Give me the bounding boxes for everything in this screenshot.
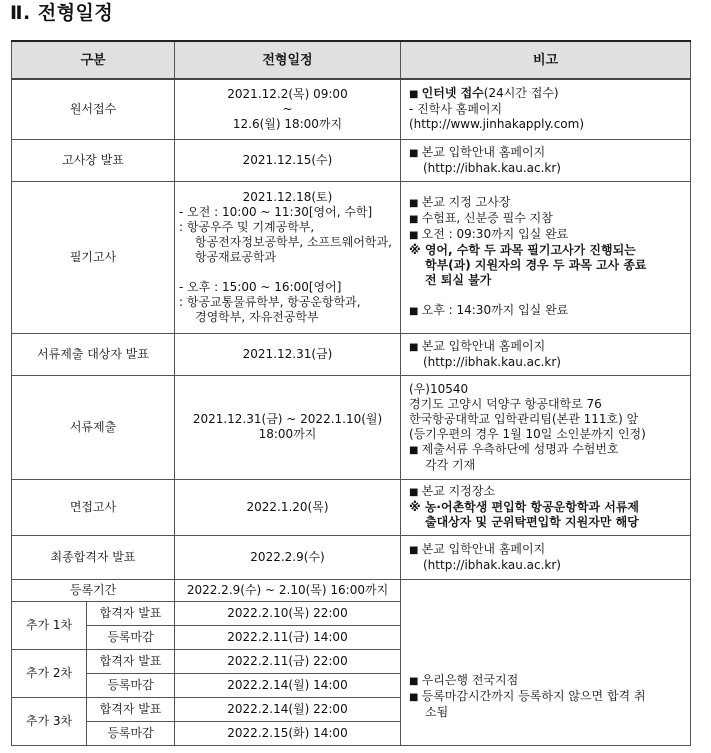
row-schedule: 2021.12.15(수): [175, 139, 401, 181]
row-schedule: 2022.1.20(목): [175, 479, 401, 535]
extra-round-label: 추가 3차: [12, 697, 87, 745]
row-label: 최종합격자 발표: [12, 535, 175, 579]
extra-pass-label: 합격자 발표: [87, 649, 175, 673]
row-remarks: ■ 본교 입학안내 홈페이지 (http://ibhak.kau.ac.kr): [401, 535, 691, 579]
extra-reg-label: 등록마감: [87, 721, 175, 745]
extra-reg-time: 2022.2.11(금) 14:00: [175, 625, 401, 649]
table-row: [12, 139, 691, 181]
table-row: [12, 181, 691, 333]
extra-pass-label: 합격자 발표: [87, 601, 175, 625]
row-schedule: 2021.12.31(금): [175, 333, 401, 375]
table-row: [12, 79, 691, 139]
table-row: [12, 535, 691, 579]
row-remarks: (우)10540 경기도 고양시 덕양구 항공대학로 76 한국항공대학교 입학관리팀(본관 111호) 앞 (등기우편의 경우 1월 10일 소인분까지 인정) ■ 제출서류 우측하단에 성명과 수험번호 각각 기재: [401, 375, 691, 479]
row-label: 고사장 발표: [12, 139, 175, 181]
row-remarks: ■ 본교 입학안내 홈페이지 (http://ibhak.kau.ac.kr): [401, 139, 691, 181]
extra-reg-time: 2022.2.14(월) 14:00: [175, 673, 401, 697]
row-label: 등록기간: [12, 579, 175, 601]
table-row: [12, 579, 691, 601]
row-label: 원서접수: [12, 79, 175, 139]
row-remarks: ■ 본교 지정장소 ※ 농·어촌학생 편입학 항공운항학과 서류제 출대상자 및 군위탁편입학 지원자만 해당: [401, 479, 691, 535]
row-schedule: 2021.12.31(금) ~ 2022.1.10(월) 18:00까지: [175, 375, 401, 479]
row-label: 서류제출: [12, 375, 175, 479]
table-row: [12, 375, 691, 479]
extra-round-label: 추가 2차: [12, 649, 87, 697]
row-schedule: 2022.2.9(수) ~ 2.10(목) 16:00까지: [175, 579, 401, 601]
table-row: [12, 333, 691, 375]
extra-pass-time: 2022.2.11(금) 22:00: [175, 649, 401, 673]
extra-reg-label: 등록마감: [87, 625, 175, 649]
row-remarks: ■ 본교 지정 고사장 ■ 수험표, 신분증 필수 지참 ■ 오전 : 09:30까지 입실 완료 ※ 영어, 수학 두 과목 필기고사가 진행되는 학부(과) 지원자의 경우 두 과목 고사 종료 전 퇴실 불가 ■ 오후 : 14:30까지 입실 완료: [401, 181, 691, 333]
url-text: (http://www.jinhakapply.com): [409, 117, 585, 132]
row-label: 면접고사: [12, 479, 175, 535]
schedule-table: [11, 40, 691, 746]
extra-pass-time: 2022.2.14(월) 22:00: [175, 697, 401, 721]
extra-reg-time: 2022.2.15(화) 14:00: [175, 721, 401, 745]
row-schedule: 2021.12.18(토) - 오전 : 10:00 ~ 11:30[영어, 수학] : 항공우주 및 기계공학부, 항공전자정보공학부, 소프트웨어학과, 항공재료공학과 - 오후 : 15:00 ~ 16:00[영어] : 항공교통물류학부, 항공운항학과, 경영학부, 자유전공학부: [175, 181, 401, 333]
row-remarks: ■ 본교 입학안내 홈페이지 (http://ibhak.kau.ac.kr): [401, 333, 691, 375]
row-schedule: 2021.12.2(목) 09:00 ~ 12.6(월) 18:00까지: [175, 79, 401, 139]
extra-round-label: 추가 1차: [12, 601, 87, 649]
row-label: 필기고사: [12, 181, 175, 333]
section-heading: Ⅱ. 전형일정: [10, 2, 114, 24]
header-remarks: 비고: [401, 41, 691, 79]
extra-pass-label: 합격자 발표: [87, 697, 175, 721]
row-label: 서류제출 대상자 발표: [12, 333, 175, 375]
extra-pass-time: 2022.2.10(목) 22:00: [175, 601, 401, 625]
table-header-row: [12, 41, 691, 79]
table-row: [12, 479, 691, 535]
row-schedule: 2022.2.9(수): [175, 535, 401, 579]
header-category: 구분: [12, 41, 175, 79]
registration-remarks: ■ 우리은행 전국지점 ■ 등록마감시간까지 등록하지 않으면 합격 취 소됨: [401, 579, 691, 745]
header-schedule: 전형일정: [175, 41, 401, 79]
extra-reg-label: 등록마감: [87, 673, 175, 697]
row-remarks: ■ 인터넷 접수(24시간 접수) - 진학사 홈페이지 (http://www.jinhakapply.com): [401, 79, 691, 139]
